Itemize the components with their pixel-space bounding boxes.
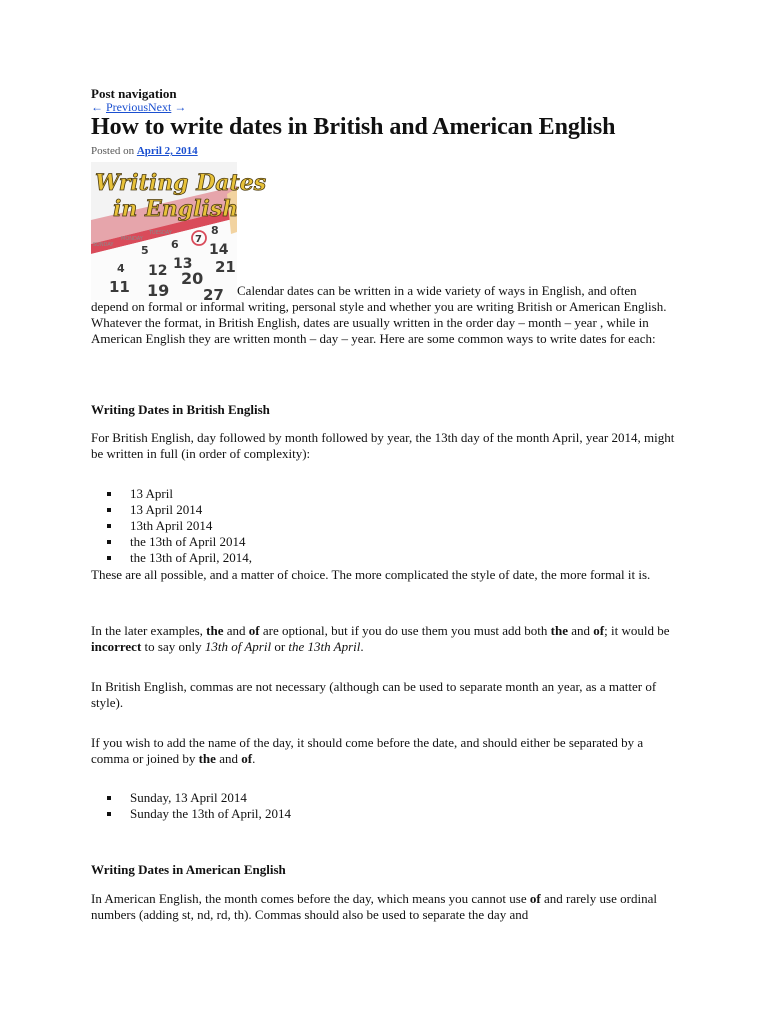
day-examples-list (91, 790, 291, 822)
svg-text:7: 7 (195, 234, 202, 245)
next-link[interactable]: Next (148, 100, 172, 114)
posted-prefix: Posted on (91, 145, 135, 157)
left-arrow-icon: ← (91, 100, 103, 114)
svg-text:8: 8 (211, 224, 219, 237)
post-navigation-title: Post navigation (91, 86, 177, 101)
list-item: 13 April (91, 486, 252, 502)
post-meta (91, 145, 198, 157)
svg-text:TUESDAY: TUESDAY (149, 230, 172, 236)
right-arrow-icon: → (174, 100, 187, 114)
svg-text:20: 20 (181, 269, 204, 288)
post-date-link[interactable]: April 2, 2014 (136, 145, 198, 157)
list-item: 13th April 2014 (91, 518, 252, 534)
post-navigation-links (91, 100, 186, 115)
article-image (91, 162, 267, 304)
image-title-line2: in English (113, 196, 239, 222)
svg-text:SUNDAY: SUNDAY (93, 242, 114, 248)
list-item: Sunday, 13 April 2014 (91, 790, 291, 806)
american-intro-paragraph: In American English, the month comes before the day, which means you cannot use of and rarely use ordinal numbers (adding st, nd, rd, th). Commas should also be used to separate the day and (91, 891, 657, 922)
svg-text:12: 12 (148, 263, 168, 279)
svg-text:5: 5 (141, 244, 149, 257)
svg-text:11: 11 (109, 278, 130, 296)
svg-text:27: 27 (203, 286, 224, 304)
british-intro-paragraph: For British English, day followed by month followed by year, the 13th day of the month April, year 2014, might be written in full (in order of complexity): (91, 430, 675, 461)
american-heading: Writing Dates in American English (91, 862, 286, 877)
image-title-line1: Writing Dates (95, 170, 267, 196)
intro-paragraph: Calendar dates can be written in a wide variety of ways in English, and often depend on formal or informal writing, personal style and whether you are writing British or American English. Whatever the format, in British English, dates are usually written in the order day – month – year , while in American English they are written month – day – year. Here are some common ways to write dates for each: (91, 283, 667, 346)
list-item: Sunday the 13th of April, 2014 (91, 806, 291, 822)
svg-text:19: 19 (147, 281, 170, 300)
choice-paragraph: These are all possible, and a matter of choice. The more complicated the style of date, the more formal it is. (91, 567, 651, 582)
commas-paragraph: In British English, commas are not necessary (although can be used to separate month an year, as a matter of style). (91, 679, 657, 710)
list-item: 13 April 2014 (91, 502, 252, 518)
calendar-illustration-icon (91, 162, 267, 304)
list-item: the 13th of April 2014 (91, 534, 252, 550)
optional-paragraph: In the later examples, the and of are optional, but if you do use them you must add both the and of; it would be incorrect to say only 13th of April or the 13th April. (91, 623, 670, 654)
previous-link[interactable]: Previous (106, 100, 148, 114)
svg-text:21: 21 (215, 258, 236, 276)
svg-text:6: 6 (171, 238, 179, 251)
list-item: the 13th of April, 2014, (91, 550, 252, 566)
svg-text:MONDAY: MONDAY (121, 236, 143, 242)
svg-text:13: 13 (173, 256, 193, 272)
svg-text:14: 14 (209, 242, 229, 258)
article-title: How to write dates in British and American English (91, 114, 616, 140)
british-examples-list (91, 486, 252, 566)
svg-text:4: 4 (117, 262, 125, 275)
british-heading: Writing Dates in British English (91, 402, 270, 417)
day-name-paragraph: If you wish to add the name of the day, it should come before the date, and should either be separated by a comma or joined by the and of. (91, 735, 644, 766)
